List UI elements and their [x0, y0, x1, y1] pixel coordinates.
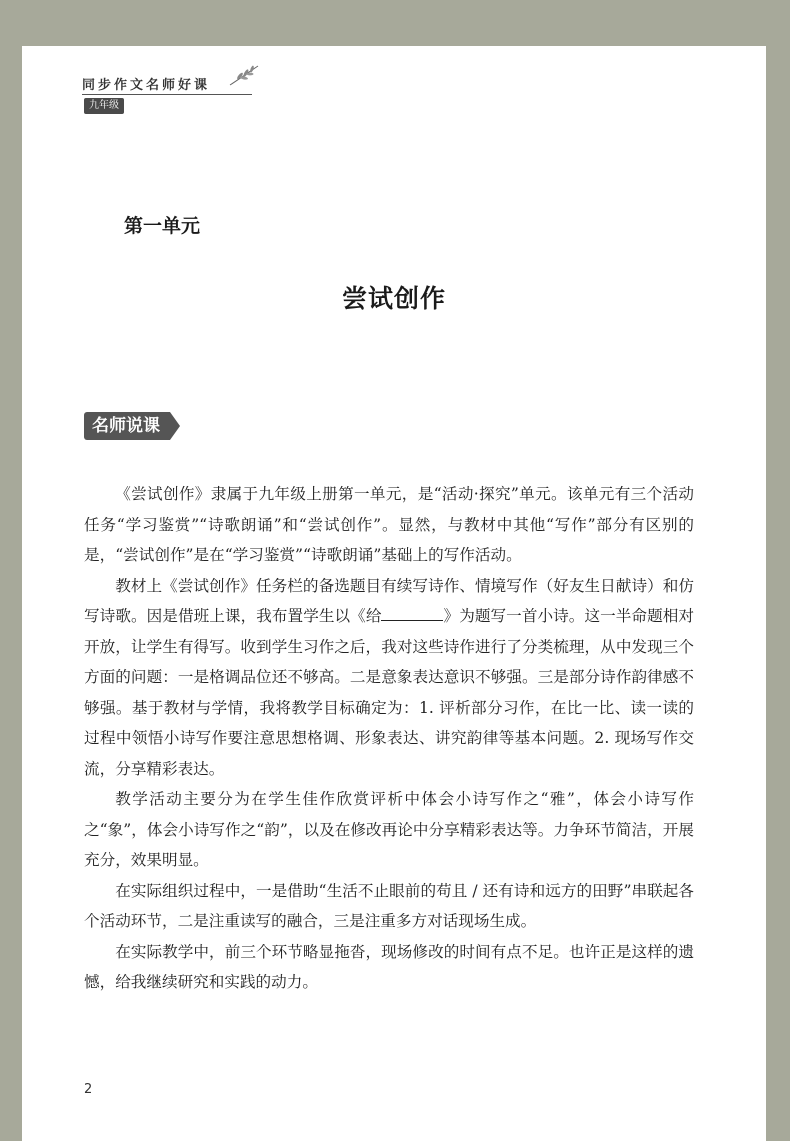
fill-in-blank [381, 605, 443, 621]
paragraph-3: 教学活动主要分为在学生佳作欣赏评析中体会小诗写作之“雅”，体会小诗写作之“象”，体会小诗写作之“韵”，以及在修改再论中分享精彩表达等。力争环节简洁，开展充分，效果明显。 [84, 790, 694, 869]
unit-heading: 第一单元 [124, 215, 201, 237]
section-label-tail [170, 412, 180, 440]
grade-badge: 九年级 [84, 98, 124, 114]
section-label-text: 名师说课 [92, 416, 160, 436]
body-text [84, 479, 694, 998]
running-header [82, 74, 252, 111]
paragraph-5: 在实际教学中，前三个环节略显拖沓，现场修改的时间有点不足。也许正是这样的遗憾，给我继续研究和实践的动力。 [84, 942, 694, 991]
header-rule [82, 94, 252, 95]
paragraph-2-part-b: 》为题写一首小诗。这一半命题相对开放，让学生有得写。收到学生习作之后，我对这些诗作进行了分类梳理，从中发现三个方面的问题：一是格调品位还不够高。二是意象表达意识不够强。三是部分诗作韵律感不够强。基于教材与学情，我将教学目标确定为：1. 评析部分习作，在比一比、读一读的过程中领悟小诗写作要注意思想格调、形象表达、讲究韵律等基本问题。2. 现场写作交流，分享精彩表达。 [84, 607, 694, 778]
lesson-title: 尝试创作 [341, 284, 446, 313]
paragraph-1: 《尝试创作》隶属于九年级上册第一单元，是“活动·探究”单元。该单元有三个活动任务“学习鉴赏”“诗歌朗诵”和“尝试创作”。显然，与教材中其他“写作”部分有区别的是，“尝试创作”是在“学习鉴赏”“诗歌朗诵”基础上的写作活动。 [84, 485, 694, 564]
section-label [84, 412, 170, 440]
section-label-block [84, 412, 170, 440]
paragraph-2 [84, 571, 694, 785]
paragraph-2-part-a: 教材上《尝试创作》任务栏的备选题目有续写诗作、情境写作（好友生日献诗）和仿写诗歌。因是借班上课，我布置学生以《给 [84, 576, 694, 625]
series-title: 同步作文名师好课 [82, 78, 211, 93]
plant-sprig-icon [228, 64, 262, 86]
page-number: 2 [84, 1082, 93, 1097]
book-page [22, 46, 766, 1141]
paragraph-4: 在实际组织过程中，一是借助“生活不止眼前的苟且 / 还有诗和远方的田野”串联起各个活动环节，二是注重读写的融合，三是注重多方对话现场生成。 [84, 881, 694, 930]
